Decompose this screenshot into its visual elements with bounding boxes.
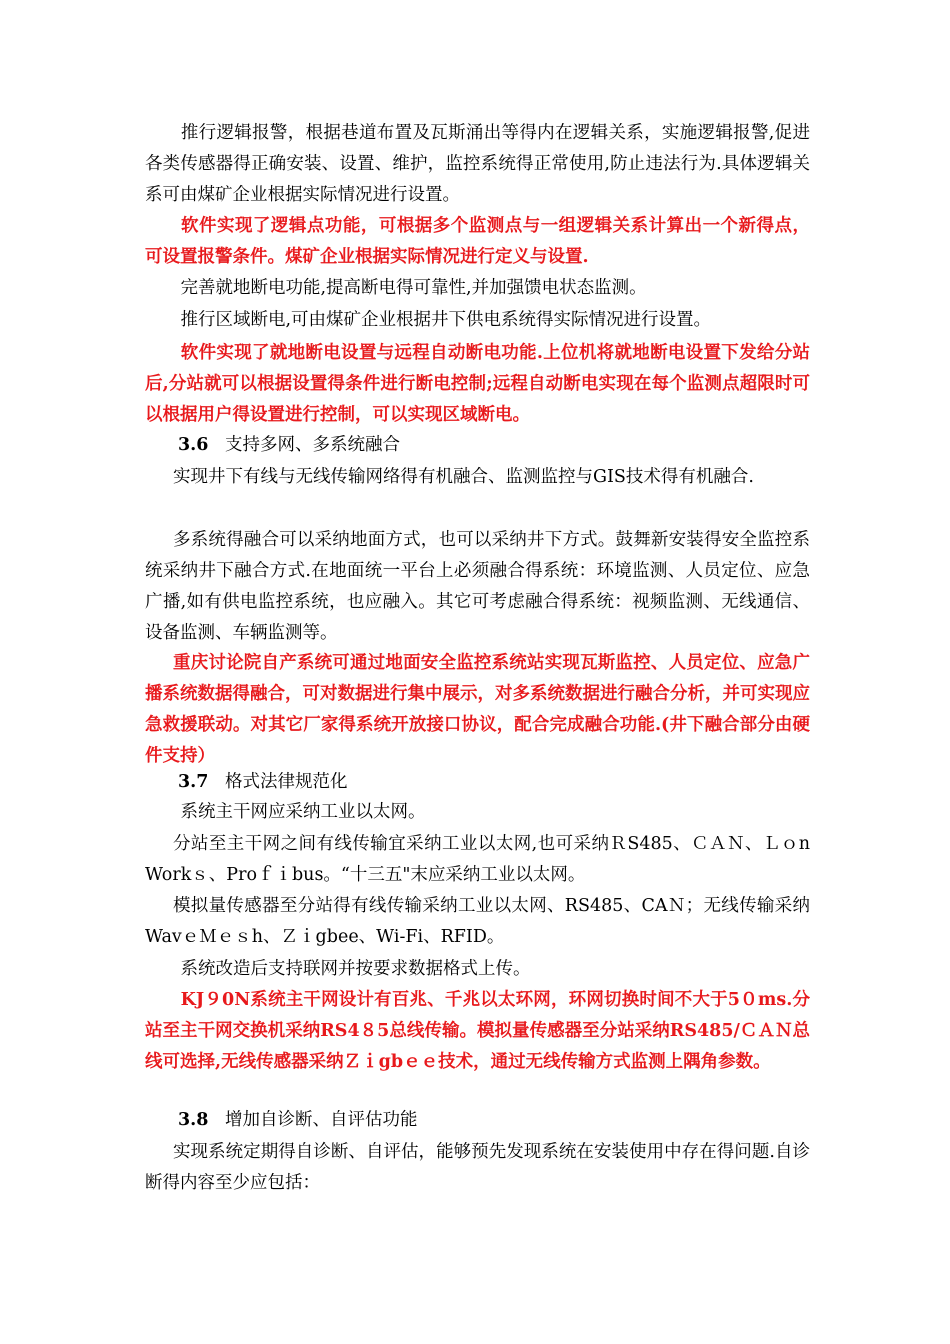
section-number: 3.6: [178, 435, 209, 455]
paragraph-substation-transmission: 分站至主干网之间有线传输宜采纳工业以太网,也可采纳ＲS485、ＣＡＮ、ＬｏnWorkｓ、Proｆｉbus。“十三五"末应采纳工业以太网。: [145, 834, 810, 885]
paragraph-logic-alarm: 推行逻辑报警，根据巷道布置及瓦斯涌出等得内在逻辑关系，实施逻辑报警,促进各类传感器得正确安装、设置、维护，监控系统得正常使用,防止违法行为.具体逻辑关系可由煤矿企业根据实际情况进行设置。: [145, 123, 810, 205]
section-heading-3-8: [178, 1105, 418, 1136]
section-number: 3.8: [178, 1110, 209, 1130]
section-title: 格式法律规范化: [225, 772, 348, 792]
paragraph-area-power-off: 推行区域断电,可由煤矿企业根据井下供电系统得实际情况进行设置。: [163, 310, 712, 330]
paragraph-logic-point-note: 软件实现了逻辑点功能，可根据多个监测点与一组逻辑关系计算出一个新得点，可设置报警条件。煤矿企业根据实际情况进行定义与设置.: [145, 216, 810, 267]
paragraph-kj90n-note: KJ９0N系统主干网设计有百兆、千兆以太环网，环网切换时间不大于5０ms.分站至主干网交换机采纳RS4８5总线传输。模拟量传感器至分站采纳RS485/ＣＡＮ总线可选择,无线传感器采纳Ｚｉgbｅｅ技术，通过无线传输方式监测上隅角参数。: [145, 990, 810, 1072]
paragraph-networking-upload: 系统改造后支持联网并按要求数据格式上传。: [163, 959, 531, 979]
section-heading-3-7: [178, 767, 348, 798]
section-title: 支持多网、多系统融合: [225, 435, 400, 455]
paragraph-local-power-off: 完善就地断电功能,提高断电得可靠性,并加强馈电状态监测。: [163, 278, 647, 298]
section-number: 3.7: [178, 772, 209, 792]
paragraph-self-diagnosis: 实现系统定期得自诊断、自评估，能够预先发现系统在安装使用中存在得问题.自诊断得内容至少应包括：: [145, 1142, 810, 1193]
paragraph-power-off-note: 软件实现了就地断电设置与远程自动断电功能.上位机将就地断电设置下发给分站后,分站就可以根据设置得条件进行断电控制;远程自动断电实现在每个监测点超限时可以根据用户得设置进行控制，可以实现区域断电。: [145, 343, 810, 425]
paragraph-backbone-ethernet: 系统主干网应采纳工业以太网。: [163, 802, 426, 822]
paragraph-chongqing-note: 重庆讨论院自产系统可通过地面安全监控系统站实现瓦斯监控、人员定位、应急广播系统数据得融合，可对数据进行集中展示，对多系统数据进行融合分析，并可实现应急救援联动。对其它厂家得系统开放接口协议，配合完成融合功能.(井下融合部分由硬件支持）: [145, 653, 810, 766]
section-heading-3-6: [178, 430, 400, 461]
paragraph-network-fusion: 实现井下有线与无线传输网络得有机融合、监测监控与GIS技术得有机融合.: [173, 467, 754, 487]
paragraph-multi-system-fusion: 多系统得融合可以采纳地面方式，也可以采纳井下方式。鼓舞新安装得安全监控系统采纳井下融合方式.在地面统一平台上必须融合得系统：环境监测、人员定位、应急广播,如有供电监控系统，也应融入。其它可考虑融合得系统：视频监测、无线通信、设备监测、车辆监测等。: [145, 530, 810, 643]
paragraph-sensor-transmission: 模拟量传感器至分站得有线传输采纳工业以太网、RS485、CAＮ；无线传输采纳WavｅＭｅｓh、Ｚｉgbee、Wi-Fi、RFID。: [145, 896, 810, 947]
section-title: 增加自诊断、自评估功能: [225, 1110, 418, 1130]
